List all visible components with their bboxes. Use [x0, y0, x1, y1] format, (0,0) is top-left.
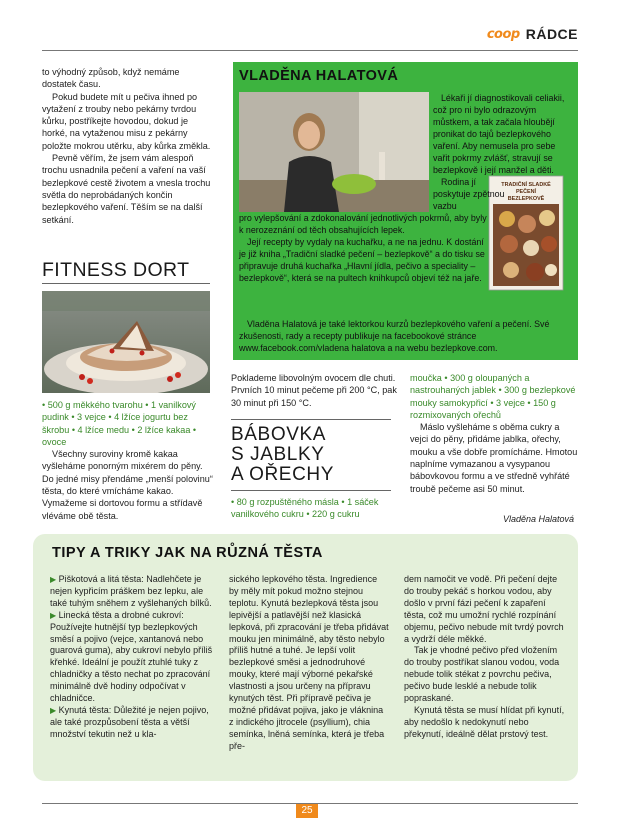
- author-profile-box: [233, 62, 578, 360]
- paragraph: Poklademe libovolným ovocem dle chuti. Prvních 10 minut pečeme při 200 °C, pak 30 minut při 150 °C.: [231, 373, 397, 408]
- tip-text: Kynutá těsta: Důležité je nejen pojivo, ale také prozpůsobení těsta a větší množství tekutin než u kla-: [50, 704, 209, 739]
- paragraph: to výhodný způsob, když nemáme dostatek času.: [42, 67, 180, 90]
- tip-item: [50, 574, 214, 610]
- author-name: VLADĚNA HALATOVÁ: [239, 68, 399, 84]
- tips-column-1: [50, 574, 214, 741]
- fitness-method: Všechny suroviny kromě kakaa vyšleháme ponorným mixérem do pěny. Do jedné misy přendáme „menší polovinu“ těsta, do které vmícháme kakao. Vymažeme si dortovou formu a střídavě vléváme obě těsta.: [42, 449, 213, 521]
- left-column-text: [42, 66, 214, 226]
- profile-paragraph: pro vylepšování a zdokonalování jednotlivých pokrmů, aby byly k nerozeznání od těch obsahujících lepek.: [239, 213, 487, 235]
- profile-paragraph: Rodina jí poskytuje zpětnou vazbu: [433, 177, 505, 211]
- tip-item: [50, 610, 214, 705]
- profile-paragraph: Lékaři jí diagnostikovali celiakii, což pro ni bylo odrazovým můstkem, a tak začala hloubějí pronikat do tajů bezlepkového vaření. Aby nemusela pro sebe vařit pokrmy zvlášť, stravují se bezlepkově i její manžel a děti.: [433, 93, 565, 175]
- divider: [42, 283, 210, 284]
- babovka-title-line: BÁBOVKA: [231, 424, 327, 445]
- profile-text-right: [433, 92, 573, 212]
- babovka-title-line: S JABLKY: [231, 444, 325, 465]
- fitness-ingredients: • 500 g měkkého tvarohu • 1 vanilkový pudink • 3 vejce • 4 lžíce jogurtu bez škrobu • 4 lžíce medu • 2 lžíce kakaa • ovoce: [42, 400, 197, 447]
- divider: [231, 490, 391, 491]
- profile-text-lower: [239, 212, 489, 284]
- babovka-ingredients-start: [231, 496, 396, 521]
- coop-logo: coop: [486, 26, 520, 42]
- babovka-method: Máslo vyšleháme s oběma cukry a vejci do pěny, přidáme jablka, ořechy, mouku a vše dobře promícháme. Hmotou naplníme vymazanou a vysypanou bábovkovou formu a ve středně vyhřáté troubě pečeme asi 50 minut.: [410, 422, 578, 494]
- triangle-bullet-icon: ▶: [50, 610, 57, 620]
- profile-paragraph: Vladěna Halatová je také lektorkou kurzů bezlepkového vaření a pečení. Své zkušenosti, rady a recepty publikuje na facebookové stránce www.facebook.com/vladena halatova a na webu bezlepkove.com.: [239, 319, 550, 353]
- babovka-title-line: A OŘECHY: [231, 464, 334, 485]
- babovka-recipe: [410, 372, 578, 495]
- triangle-bullet-icon: ▶: [50, 705, 57, 715]
- book-title: TRADIČNÍ SLADKÉ PEČENÍ: [501, 182, 551, 195]
- babovka-title: [231, 425, 334, 485]
- tip-text: Piškotová a litá těsta: Nadlehčete je nejen kypřicím práškem bez lepku, ale také tuhým sněhem z vyšlehaných bílků.: [50, 574, 212, 608]
- profile-paragraph: Její recepty by vydaly na kuchařku, a ne na jednu. K dostání je již kniha „Tradiční sladké pečení – bezlepkově“ a do tisku se připravuje druhá kuchařka „Hlavní jídla, pečivo a speciality – bezlepkově“, která se na pultech knihkupců objeví též na jaře.: [239, 237, 485, 283]
- fitness-recipe: [42, 399, 214, 522]
- tips-title: TIPY A TRIKY JAK NA RŮZNÁ TĚSTA: [52, 545, 323, 561]
- tip-text: sického lepkového těsta. Ingredience by měly mít pokud možno stejnou teplotu. Kynutá bezlepková těsta jsou lepivější a patlavější než klasická lepková, při zpracování je třeba přidávat mouku jen minimálně, aby těsto nebylo příliš hutné a tuhé. Je lepší volit bezlepkové směsi a jednodruhové mouky, které mají výborné pekařské vlastnosti a jsou určeny na přípravu kynutých těst. Při přípravě pečiva je možné přidávat pojiva, jako je vláknina z indického jitrocele (psyllium), chia semínka, lněná semínka, která je třeba pře-: [229, 574, 389, 751]
- author-signature: Vladěna Halatová: [502, 514, 574, 524]
- tip-text: Kynutá těsta se musí hlídat při kynutí, aby nedošlo k nedokynutí nebo překynutí, ideálně dělat prstový test.: [404, 704, 565, 739]
- header-brand: [487, 26, 578, 42]
- tip-text: dem namočit ve vodě. Při pečení dejte do trouby pekáč s horkou vodou, aby došlo v první fázi pečení k zapaření těsta, což mu umožní rychlé rozpínání objemu, pečivo nebude mít tvrdý povrch a vydrží déle měkké.: [404, 574, 564, 644]
- triangle-bullet-icon: ▶: [50, 575, 57, 584]
- tip-text: Tak je vhodné pečivo před vložením do trouby postříkat slanou vodou, voda nebude tolik stékat z povrchu pečiva, pečivo bude lesklé a nebude tolik popraskané.: [404, 645, 560, 704]
- paragraph: Pevně věřím, že jsem vám alespoň trochu usnadnila pečení a vaření na vaší bezlepkové cestě životem a vnesla trochu světla do neprobádaných končin bezlepkového vaření. Těším se na další setkání.: [42, 153, 211, 225]
- fitness-baking-text: [231, 372, 399, 409]
- babovka-ingredients: • 80 g rozpuštěného másla • 1 sáček vanilkového cukru • 220 g cukru: [231, 497, 379, 520]
- top-rule: [42, 50, 578, 51]
- tip-item: [50, 705, 214, 741]
- cake-photo: [42, 291, 210, 393]
- paragraph: Pokud budete mít u pečiva ihned po vytažení z trouby nebo pekárny tvrdou kůrku, postříkejte hovodou, dokud je horké, na vytaženou misu z pekárny položte mokrou utěrku, aby kůrka změkla.: [42, 91, 211, 151]
- tips-column-3: [404, 574, 568, 741]
- divider: [231, 419, 391, 420]
- page-number: 25: [296, 804, 318, 818]
- tip-text: Linecká těsta a drobné cukroví: Používejte hutnější typ bezlepkových směsí a pojivo (vejce, xantanová nebo guarová guma), aby cukroví nebylo příliš křehké. Ideální je použít ztuhlé tuky z chladničky a těsto nechat po zpracování minimálně dvě hodiny odpočívat v chladničce.: [50, 609, 213, 704]
- babovka-ingredients-cont: moučka • 300 g oloupaných a nastrouhaných jablek • 300 g bezlepkové mouky samokypřicí • 3 vejce • 150 g rozmixovaných ořechů: [410, 373, 576, 420]
- profile-text-bottom: [239, 318, 569, 354]
- section-title: RÁDCE: [525, 26, 578, 42]
- tips-column-2: [229, 574, 389, 753]
- author-photo: [239, 92, 429, 212]
- fitness-title: FITNESS DORT: [42, 259, 190, 281]
- book-subtitle: BEZLEPKOVĚ: [507, 196, 545, 202]
